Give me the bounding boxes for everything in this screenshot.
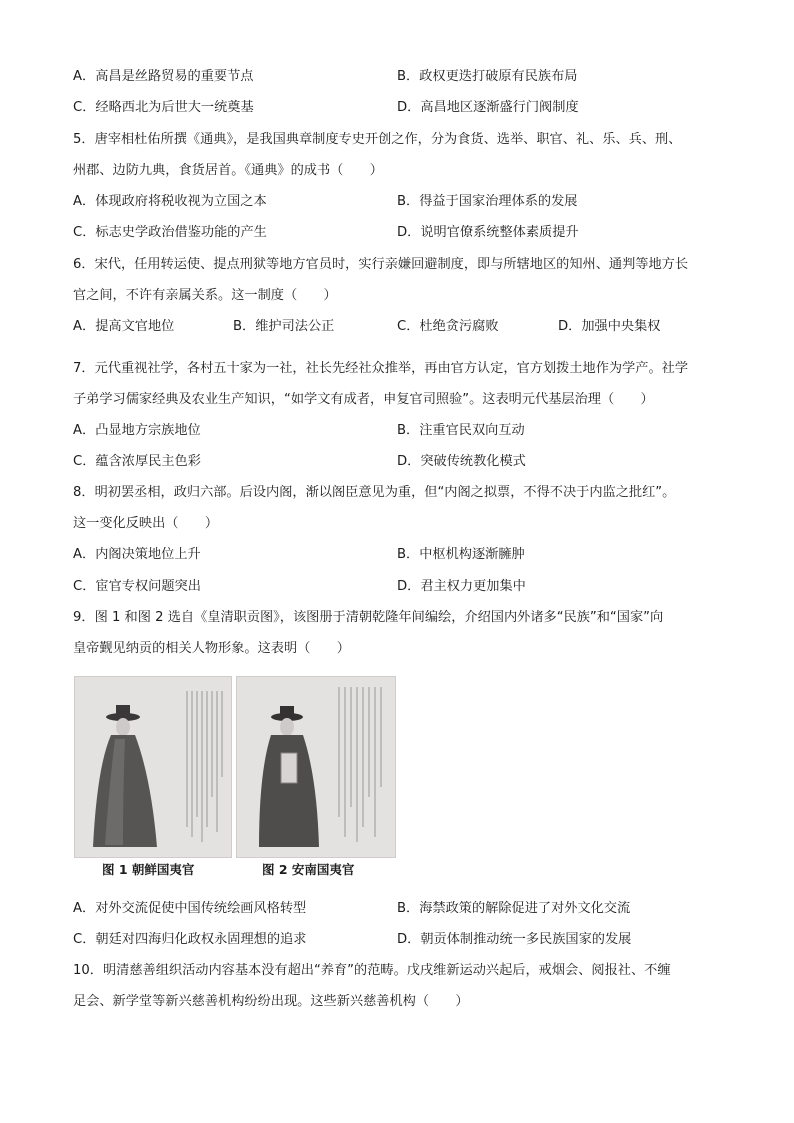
figure2-caption: 图 2 安南国夷官 bbox=[262, 862, 355, 877]
q9-figure bbox=[74, 676, 396, 884]
q7-stem-line2: 子弟学习儒家经典及农业生产知识，“如学文有成者，申复官司照验”。这表明元代基层治理（ ） bbox=[73, 392, 654, 407]
q7-stem-line1: 7．元代重视社学，各村五十家为一社，社长先经社众推举，再由官方认定，官方划拨土地作为学产。社学 bbox=[73, 361, 689, 376]
q8-option-a: A．内阁决策地位上升 bbox=[73, 547, 201, 562]
q6-stem-line1: 6．宋代，任用转运使、提点刑狱等地方官员时，实行亲嫌回避制度，即与所辖地区的知州、通判等地方长 bbox=[73, 257, 689, 272]
q5-stem-line1: 5．唐宰相杜佑所撰《通典》，是我国典章制度专史开创之作，分为食货、选举、职官、礼、乐、兵、刑、 bbox=[73, 132, 682, 147]
q6-option-d: D．加强中央集权 bbox=[558, 319, 661, 334]
q-prev-option-b: B．政权更迭打破原有民族布局 bbox=[397, 69, 578, 84]
q6-option-a: A．提高文官地位 bbox=[73, 319, 175, 334]
q9-stem-line2: 皇帝觐见纳贡的相关人物形象。这表明（ ） bbox=[73, 641, 350, 656]
q5-option-c: C．标志史学政治借鉴功能的产生 bbox=[73, 225, 267, 240]
q8-stem-line1: 8．明初罢丞相，政归六部。后设内阁，渐以阁臣意见为重，但“内阁之拟票，不得不决于内监之批红”。 bbox=[73, 485, 676, 500]
q7-option-d: D．突破传统教化模式 bbox=[397, 454, 526, 469]
q7-option-b: B．注重官民双向互动 bbox=[397, 423, 525, 438]
q5-stem-line2: 州郡、边防九典，食货居首。《通典》的成书（ ） bbox=[73, 163, 383, 178]
q9-option-c: C．朝廷对四海归化政权永固理想的追求 bbox=[73, 932, 307, 947]
q7-option-c: C．蕴含浓厚民主色彩 bbox=[73, 454, 201, 469]
q6-stem-line2: 官之间，不许有亲属关系。这一制度（ ） bbox=[73, 288, 337, 303]
q8-option-b: B．中枢机构逐渐臃肿 bbox=[397, 547, 525, 562]
q8-option-d: D．君主权力更加集中 bbox=[397, 579, 526, 594]
q-prev-option-c: C．经略西北为后世大一统奠基 bbox=[73, 100, 254, 115]
q9-option-d: D．朝贡体制推动统一多民族国家的发展 bbox=[397, 932, 632, 947]
q6-option-b: B．维护司法公正 bbox=[233, 319, 335, 334]
q9-option-b: B．海禁政策的解除促进了对外文化交流 bbox=[397, 901, 631, 916]
figure1-caption: 图 1 朝鲜国夷官 bbox=[102, 862, 195, 877]
q5-option-b: B．得益于国家治理体系的发展 bbox=[397, 194, 578, 209]
q5-option-d: D．说明官僚系统整体素质提升 bbox=[397, 225, 579, 240]
q-prev-option-a: A．高昌是丝路贸易的重要节点 bbox=[73, 69, 254, 84]
q-prev-option-d: D．高昌地区逐渐盛行门阀制度 bbox=[397, 100, 579, 115]
q9-stem-line1: 9．图 1 和图 2 选自《皇清职贡图》，该图册于清朝乾隆年间编绘，介绍国内外诸多“民族”和“国家”向 bbox=[73, 610, 664, 625]
q8-stem-line2: 这一变化反映出（ ） bbox=[73, 516, 219, 531]
q7-option-a: A．凸显地方宗族地位 bbox=[73, 423, 201, 438]
q8-option-c: C．宦官专权问题突出 bbox=[73, 579, 201, 594]
q5-option-a: A．体现政府将税收视为立国之本 bbox=[73, 194, 267, 209]
q10-stem-line1: 10．明清慈善组织活动内容基本没有超出“养育”的范畴。戊戌维新运动兴起后，戒烟会、阅报社、不缠 bbox=[73, 963, 671, 978]
figure2-annam-official-image bbox=[236, 676, 396, 858]
q6-option-c: C．杜绝贪污腐败 bbox=[397, 319, 499, 334]
q10-stem-line2: 足会、新学堂等新兴慈善机构纷纷出现。这些新兴慈善机构（ ） bbox=[73, 994, 469, 1009]
figure1-korean-official-image bbox=[74, 676, 232, 858]
q9-option-a: A．对外交流促使中国传统绘画风格转型 bbox=[73, 901, 307, 916]
